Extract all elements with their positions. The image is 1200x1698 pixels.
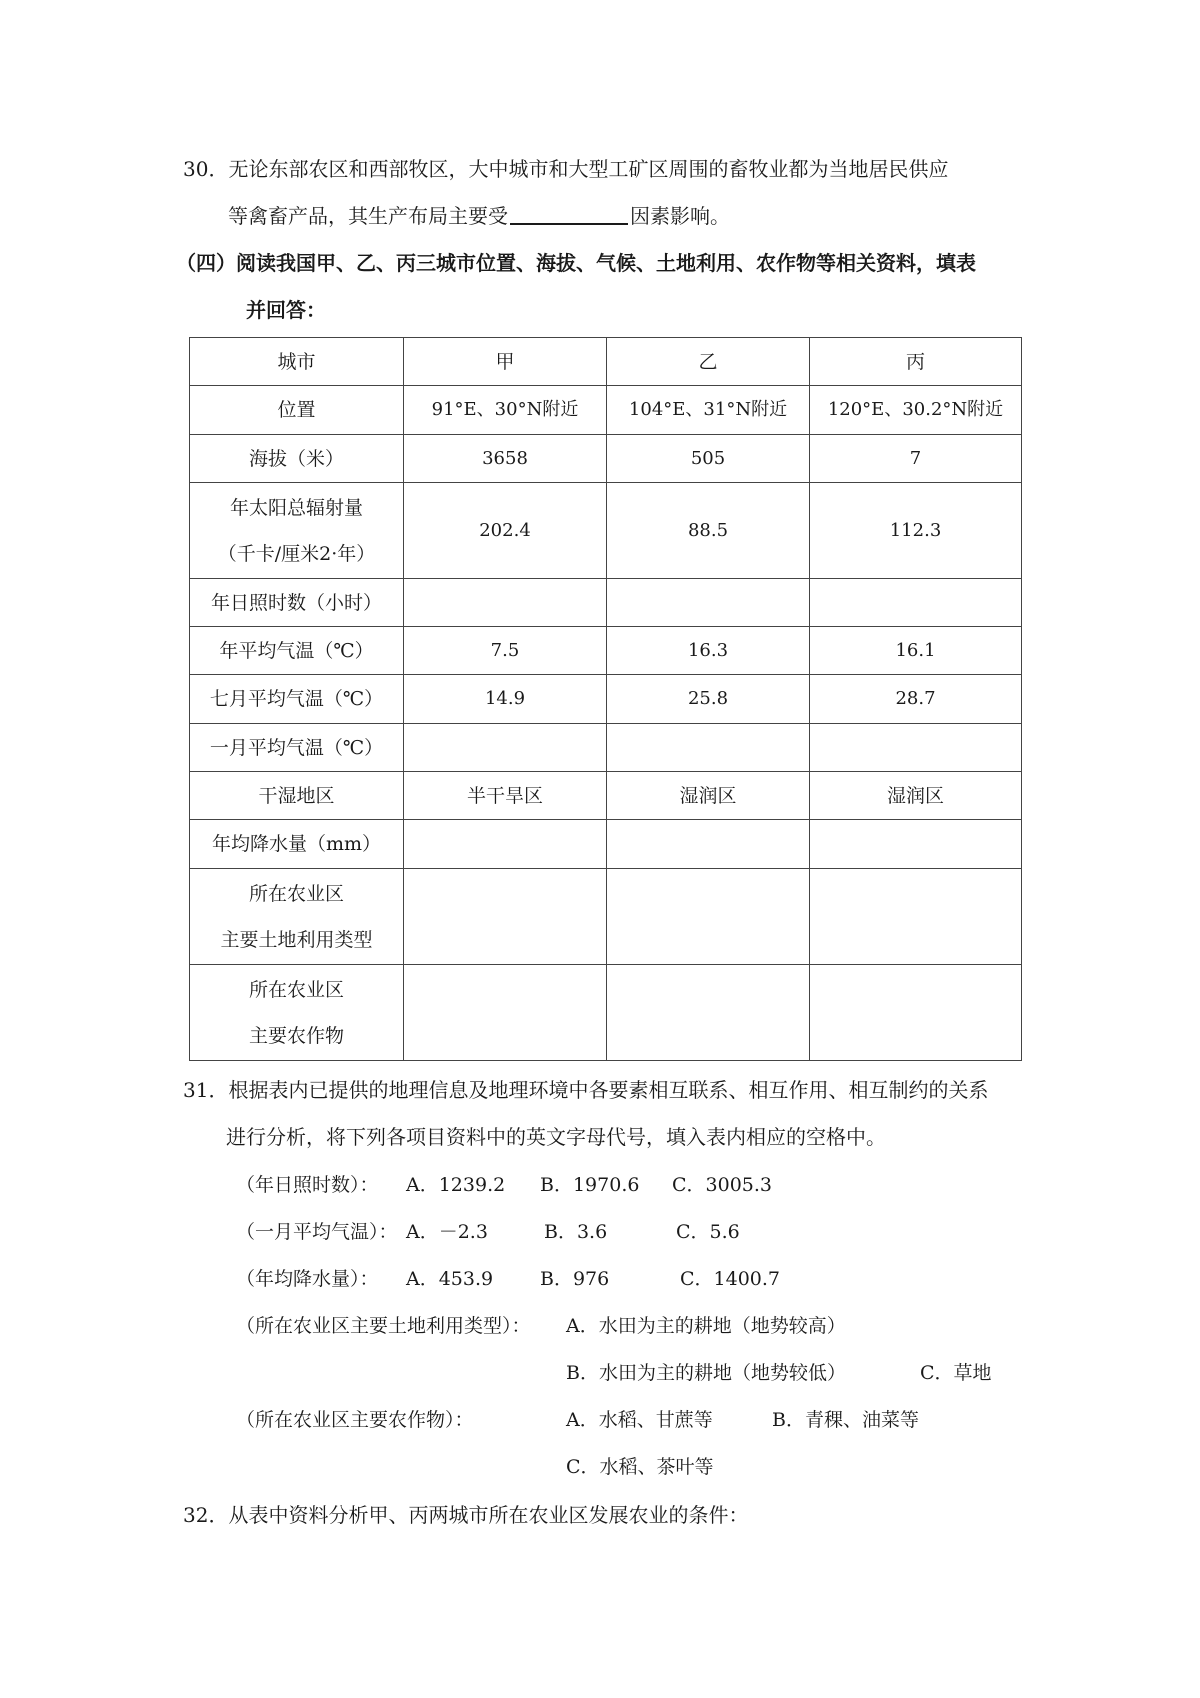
table-row-sunshine-hours: [190, 579, 1022, 627]
table-row-location: [190, 386, 1022, 435]
q31-line1: 31．根据表内已提供的地理信息及地理环境中各要素相互联系、相互作用、相互制约的关系: [183, 1078, 989, 1102]
q30-answer-blank[interactable]: [510, 201, 628, 225]
cell-bing-annual-temp: 16.1: [810, 627, 1022, 675]
header-cell-bing: 丙: [810, 338, 1022, 386]
row-label: 年均降水量（mm）: [190, 820, 404, 869]
q31-crop-option-c: C．水稻、茶叶等: [566, 1456, 714, 1478]
q31-crop-option-a: A．水稻、甘蔗等: [566, 1409, 713, 1431]
row-label: 干湿地区: [190, 772, 404, 820]
cell-jia-altitude: 3658: [404, 435, 607, 483]
cell-yi-sunshine-blank[interactable]: [607, 579, 810, 627]
q30-line2-pre: 等禽畜产品，其生产布局主要受: [228, 204, 508, 228]
q31-land-option-c: C．草地: [920, 1362, 992, 1384]
q31-jan-temp-option-a: A．－2.3: [406, 1221, 488, 1243]
row-label-line1: 所在农业区: [248, 978, 344, 1001]
q31-crop-option-b: B．青稞、油菜等: [772, 1409, 919, 1431]
table-row-annual-temp: [190, 627, 1022, 675]
q31-sunshine-option-c: C．3005.3: [672, 1174, 773, 1196]
row-label: [190, 965, 404, 1061]
cell-yi-location: 104°E、31°N附近: [607, 386, 810, 435]
cell-jia-location: 91°E、30°N附近: [404, 386, 607, 435]
cell-jia-radiation: 202.4: [404, 483, 607, 579]
q31-sunshine-option-b: B．1970.6: [540, 1174, 640, 1196]
q31-sunshine-label: （年日照时数）：: [236, 1174, 379, 1196]
cell-yi-annual-temp: 16.3: [607, 627, 810, 675]
q30-line2: [228, 201, 730, 231]
q32-line1: 32．从表中资料分析甲、丙两城市所在农业区发展农业的条件：: [183, 1503, 749, 1527]
cell-yi-crops-blank[interactable]: [607, 965, 810, 1061]
table-row-altitude: [190, 435, 1022, 483]
table-header-row: [190, 338, 1022, 386]
q31-land-option-b: B．水田为主的耕地（地势较低）: [566, 1362, 846, 1384]
header-cell-city: 城市: [190, 338, 404, 386]
q31-rain-option-a: A．453.9: [406, 1268, 494, 1290]
row-label-line2: （千卡/厘米2·年）: [217, 542, 376, 565]
row-label: 年平均气温（℃）: [190, 627, 404, 675]
q30-line2-post: 因素影响。: [630, 204, 730, 228]
row-label: 位置: [190, 386, 404, 435]
row-label: [190, 869, 404, 965]
q31-line2: 进行分析，将下列各项目资料中的英文字母代号，填入表内相应的空格中。: [226, 1125, 886, 1149]
cell-jia-annual-temp: 7.5: [404, 627, 607, 675]
row-label: 一月平均气温（℃）: [190, 724, 404, 772]
q31-rain-option-b: B．976: [540, 1268, 610, 1290]
table-row-july-temp: [190, 675, 1022, 724]
cell-yi-july-temp: 25.8: [607, 675, 810, 724]
cell-bing-january-blank[interactable]: [810, 724, 1022, 772]
cell-jia-july-temp: 14.9: [404, 675, 607, 724]
header-cell-yi: 乙: [607, 338, 810, 386]
q31-crop-label: （所在农业区主要农作物）：: [236, 1409, 474, 1431]
q31-rain-label: （年均降水量）：: [236, 1268, 379, 1290]
cell-bing-altitude: 7: [810, 435, 1022, 483]
row-label-line2: 主要土地利用类型: [220, 928, 373, 951]
row-label: 年日照时数（小时）: [190, 579, 404, 627]
cell-bing-location: 120°E、30.2°N附近: [810, 386, 1022, 435]
cell-bing-radiation: 112.3: [810, 483, 1022, 579]
row-label-line1: 年太阳总辐射量: [229, 496, 363, 519]
row-label-line1: 所在农业区: [248, 882, 344, 905]
cell-bing-crops-blank[interactable]: [810, 965, 1022, 1061]
city-data-table: [189, 337, 1022, 1061]
row-label-line2: 主要农作物: [248, 1024, 344, 1047]
cell-yi-altitude: 505: [607, 435, 810, 483]
q30-line1: 30．无论东部农区和西部牧区，大中城市和大型工矿区周围的畜牧业都为当地居民供应: [183, 157, 949, 181]
cell-jia-sunshine-blank[interactable]: [404, 579, 607, 627]
row-label: 七月平均气温（℃）: [190, 675, 404, 724]
table-row-radiation: [190, 483, 1022, 579]
q31-jan-temp-option-c: C．5.6: [676, 1221, 740, 1243]
cell-bing-moisture: 湿润区: [810, 772, 1022, 820]
cell-yi-radiation: 88.5: [607, 483, 810, 579]
cell-jia-january-blank[interactable]: [404, 724, 607, 772]
cell-yi-moisture: 湿润区: [607, 772, 810, 820]
cell-yi-land-use-blank[interactable]: [607, 869, 810, 965]
table-row-january-temp: [190, 724, 1022, 772]
q31-jan-temp-label: （一月平均气温）：: [236, 1221, 398, 1243]
q31-rain-option-c: C．1400.7: [680, 1268, 781, 1290]
cell-bing-sunshine-blank[interactable]: [810, 579, 1022, 627]
table-row-land-use: [190, 869, 1022, 965]
cell-yi-january-blank[interactable]: [607, 724, 810, 772]
cell-jia-precipitation-blank[interactable]: [404, 820, 607, 869]
row-label: 海拔（米）: [190, 435, 404, 483]
section4-heading-line1: （四）阅读我国甲、乙、丙三城市位置、海拔、气候、土地利用、农作物等相关资料，填表: [176, 251, 976, 275]
table-row-moisture-zone: [190, 772, 1022, 820]
cell-jia-land-use-blank[interactable]: [404, 869, 607, 965]
q31-jan-temp-option-b: B．3.6: [544, 1221, 608, 1243]
cell-bing-july-temp: 28.7: [810, 675, 1022, 724]
table-row-precipitation: [190, 820, 1022, 869]
q31-land-label: （所在农业区主要土地利用类型）：: [236, 1315, 531, 1337]
cell-jia-crops-blank[interactable]: [404, 965, 607, 1061]
cell-jia-moisture: 半干旱区: [404, 772, 607, 820]
section4-heading-line2: 并回答：: [246, 298, 326, 322]
q31-sunshine-option-a: A．1239.2: [406, 1174, 506, 1196]
cell-bing-land-use-blank[interactable]: [810, 869, 1022, 965]
header-cell-jia: 甲: [404, 338, 607, 386]
table-row-crops: [190, 965, 1022, 1061]
cell-bing-precipitation-blank[interactable]: [810, 820, 1022, 869]
q31-land-option-a: A．水田为主的耕地（地势较高）: [566, 1315, 846, 1337]
row-label: [190, 483, 404, 579]
cell-yi-precipitation-blank[interactable]: [607, 820, 810, 869]
